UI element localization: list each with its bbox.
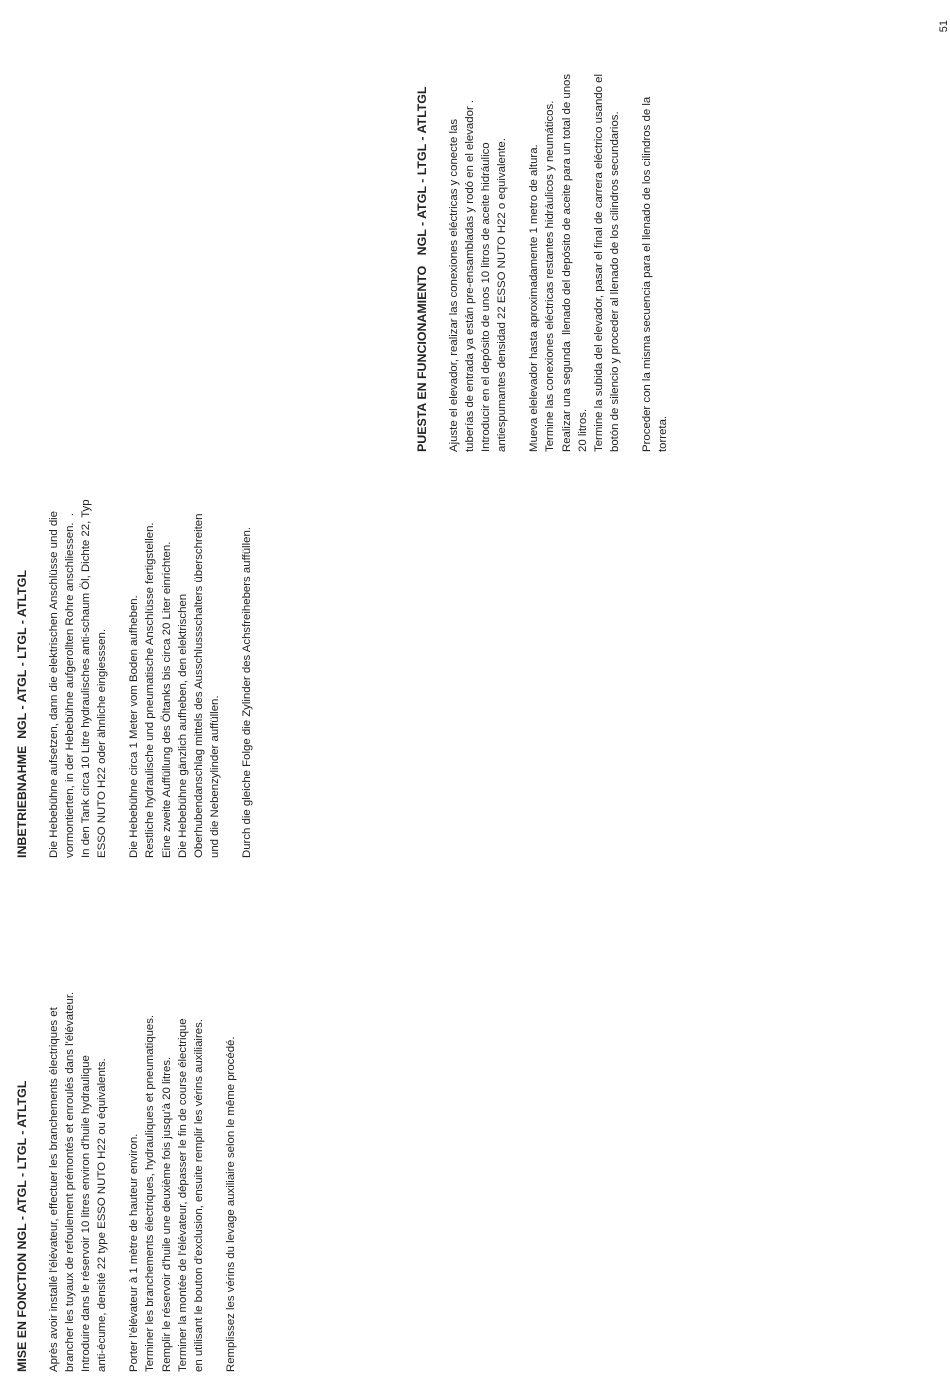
paragraph-lifting: Mueva elelevador hasta aproximadamente 1 metro de altura. Termine las conexiones eléctricas restantes hidráulicos y neumáticos. Realizar una segunda llenado del depósito de aceite para un total de unos 20 litros. Termine la subida del elevador, pasar el final de carrera eléctrico usando el botón de silencio y proceder al llenado de los cilindros secundarios. (528, 73, 621, 452)
page-number: 51 (938, 20, 950, 33)
paragraph-lifting: Die Hebebühne circa 1 Meter vom Boden aufheben. Restliche hydraulische und pneumatische Anschlüsse fertigstellen. Eine zweite Auffüllung des Öltanks bis circa 20 Liter einrichten. Die Hebebühne gänzlich aufheben, den elektrischen Oberhubendanschlag mittels des Ausschlussschalters überschreiten und die Nebenzylinder auffüllen. (128, 513, 221, 858)
paragraph-lifting: Porter l'élévateur à 1 mètre de hauteur environ. Terminer les branchements électriques, hydrauliques et pneumatiques. Remplir le réservoir d'huile une deuxième fois jusqu'à 20 litres. Terminer la montée de l'élévateur, dépasser le fin de course électrique en utilisant le bouton d'exclusion, ensuite remplir les vérins auxiliaires. (128, 1014, 205, 1372)
paragraph-auxiliary: Durch die gleiche Folge die Zylinder des Achsfreihebers auffüllen. (240, 527, 253, 858)
paragraph-installation: Après avoir installé l'élévateur, effectuer les branchements électriques et brancher les tuyaux de refoulement prémontés et enroulés dans l'élévateur. Introduire dans le réservoir 10 litres environ d'huile hydraulique anti-écume, densité 22 type ESSO NUTO H22 ou équivalents. (48, 991, 109, 1372)
section-german (14, 10, 271, 858)
paragraph-auxiliary: Remplissez les vérins du levage auxiliaire selon le même procédé. (224, 1036, 237, 1372)
section-spanish (414, 12, 687, 452)
paragraph-auxiliary: Proceder con la misma secuencia para el llenado de los cilindros de la torreta. (640, 96, 670, 452)
paragraph-installation: Ajuste el elevador, realizar las conexiones eléctricas y conecte las tuberías de entrada ya están pre-ensambladas y rodó en el elevador . Introducir en el depósito de unos 10 litros de aceite hidráulico antiespumantes densidad 22 ESSO NUTO H22 o equivalente. (448, 99, 509, 452)
paragraph-installation: Die Hebebühne aufsetzen, dann die elektrischen Anschlüsse und die vormontierten, in der Hebebühne aufgerollten Rohre anschliessen. . In den Tank circa 10 Litre hydraulisches anti-schaum Öl, Dichte 22, Typ ESSO NUTO H22 oder ähnliche eingiesssen. (48, 499, 109, 858)
section-title: INBETRIEBNAHME NGL - ATGL - LTGL - ATLTGL (15, 570, 29, 858)
section-title: PUESTA EN FUNCIONAMIENTO NGL - ATGL - LTGL - ATLTGL (415, 86, 429, 452)
section-title: MISE EN FONCTION NGL - ATGL - LTGL - ATLTGL (15, 1080, 29, 1372)
